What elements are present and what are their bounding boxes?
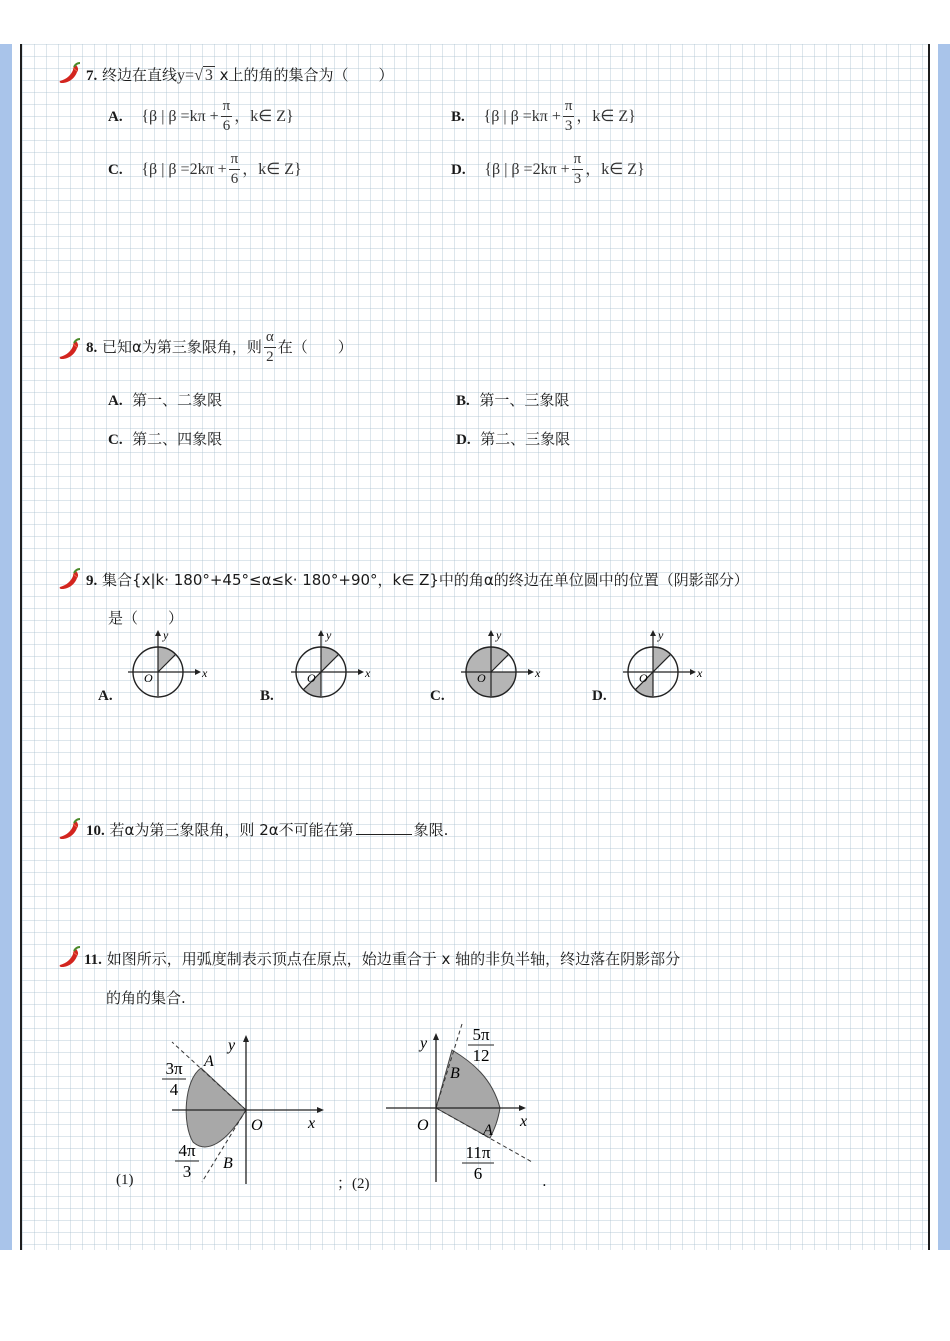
angle-label-bot-num: 11π <box>465 1143 491 1162</box>
q9-option-a-label[interactable]: A. <box>98 688 113 704</box>
q7-option-a[interactable]: A. {β | β =kπ + $\frac{\pi}{6}$ ，k∈ Z} <box>108 98 294 134</box>
q7-stem: 7. 终边在直线y=√ 3 x上的角的集合为（ ） <box>86 66 394 84</box>
axis-x-label: x <box>697 666 703 680</box>
pepper-icon <box>58 338 82 362</box>
angle-label-top-num: 5π <box>472 1025 490 1044</box>
axis-x-label: x <box>202 666 208 680</box>
q11-end: . <box>542 1172 547 1190</box>
origin-label: O <box>251 1117 263 1134</box>
answer-blank[interactable] <box>356 834 412 835</box>
angle-label-top-num: 3π <box>165 1059 183 1078</box>
shaded-region <box>436 1050 500 1108</box>
q7-option-d[interactable]: D. {β | β =2kπ + $\frac{\pi}{3}$ ，k∈ Z} <box>451 151 645 187</box>
angle-label-top-den: 4 <box>169 1080 179 1099</box>
point-a-label: A <box>483 1122 493 1139</box>
angle-label-top-den: 12 <box>472 1046 490 1065</box>
q11-figure-1 <box>150 1024 340 1196</box>
q8-option-b[interactable]: B. 第一、三象限 <box>456 391 570 409</box>
origin-label: O <box>144 671 153 685</box>
y-axis-arrow <box>488 630 494 636</box>
pepper-icon <box>58 62 82 86</box>
q8-option-d[interactable]: D. 第二、三象限 <box>456 430 571 448</box>
point-b-label: B <box>223 1155 233 1172</box>
x-axis-arrow <box>519 1105 526 1111</box>
x-axis-arrow <box>195 669 201 675</box>
q11-fig1-label: (1) <box>116 1172 134 1188</box>
pepper-icon <box>58 818 82 842</box>
left-margin-bar <box>0 44 12 1250</box>
origin-label: O <box>477 671 486 685</box>
y-axis-arrow <box>433 1033 439 1040</box>
shaded-sector <box>321 647 339 672</box>
axis-x-label: x <box>520 1113 528 1130</box>
q7-option-b[interactable]: B. {β | β =kπ + $\frac{\pi}{3}$ ，k∈ Z} <box>451 98 636 134</box>
q11-figure-2 <box>380 1020 550 1190</box>
q11-separator: ；(2) <box>337 1176 370 1192</box>
q9-option-d-figure[interactable] <box>620 626 710 698</box>
axis-x-label: x <box>365 666 371 680</box>
x-axis-arrow <box>690 669 696 675</box>
origin-label: O <box>417 1117 429 1134</box>
shaded-region <box>186 1068 246 1147</box>
angle-label-bot-den: 6 <box>473 1164 483 1183</box>
q9-option-a-figure[interactable] <box>125 626 215 698</box>
q9-option-d-label[interactable]: D. <box>592 688 607 704</box>
axis-x-label: x <box>535 666 541 680</box>
q10-stem: 10. 若α为第三象限角，则 2α不可能在第 象限. <box>86 821 449 839</box>
q9-option-b-label[interactable]: B. <box>260 688 274 704</box>
q11-stem-line2: 的角的集合. <box>106 989 186 1007</box>
q9-stem: 9. 集合{x|k· 180°+45°≤α≤k· 180°+90°，k∈ Z}中的角α的终边在单位圆中的位置（阴影部分） <box>86 571 749 589</box>
axis-x-label: x <box>308 1115 316 1132</box>
q8-option-a[interactable]: A. 第一、二象限 <box>108 391 223 409</box>
q9-option-c-label[interactable]: C. <box>430 688 445 704</box>
q9-stem-line2: 是（ ） <box>108 609 184 627</box>
y-axis-arrow <box>243 1035 249 1042</box>
q8-stem: 8. 已知α为第三象限角，则 $\frac{\alpha}{2}$ 在（ ） <box>86 329 353 365</box>
x-axis-arrow <box>358 669 364 675</box>
x-axis-arrow <box>317 1107 324 1113</box>
q8-option-c[interactable]: C. 第二、四象限 <box>108 430 223 448</box>
angle-label-bot-num: 4π <box>178 1141 196 1160</box>
axis-y-label: y <box>163 628 169 642</box>
axis-y-label: y <box>496 628 502 642</box>
q11-stem: 11. 如图所示，用弧度制表示顶点在原点，始边重合于 x 轴的非负半轴，终边落在阴影部分 <box>84 950 681 968</box>
q9-option-c-figure[interactable] <box>458 626 548 698</box>
right-margin-bar <box>938 44 950 1250</box>
axis-y-label: y <box>228 1037 236 1054</box>
pepper-icon <box>58 568 82 592</box>
point-b-label: B <box>450 1065 460 1082</box>
y-axis-arrow <box>650 630 656 636</box>
axis-y-label: y <box>326 628 332 642</box>
q7-option-c[interactable]: C. {β | β =2kπ + $\frac{\pi}{6}$ ，k∈ Z} <box>108 151 302 187</box>
origin-label: O <box>639 671 648 685</box>
axis-y-label: y <box>420 1035 428 1052</box>
x-axis-arrow <box>528 669 534 675</box>
shaded-sector <box>653 647 671 672</box>
origin-label: O <box>307 671 316 685</box>
q9-option-b-figure[interactable] <box>288 626 378 698</box>
shaded-sector <box>158 647 176 672</box>
y-axis-arrow <box>318 630 324 636</box>
y-axis-arrow <box>155 630 161 636</box>
pepper-icon <box>58 946 82 970</box>
point-a-label: A <box>204 1053 214 1070</box>
angle-label-bot-den: 3 <box>182 1162 192 1181</box>
axis-y-label: y <box>658 628 664 642</box>
